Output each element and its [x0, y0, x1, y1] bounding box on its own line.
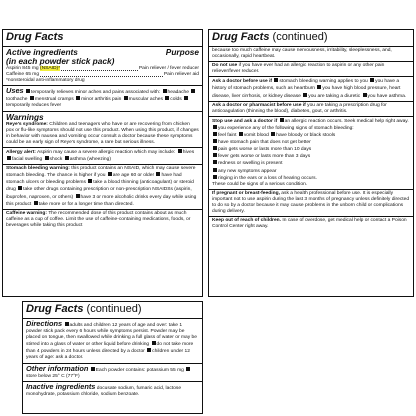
stop-use-label: Stop use and ask a doctor if — [212, 118, 278, 124]
bullet-square-icon — [156, 172, 160, 176]
other-information-section — [23, 364, 202, 382]
drug-facts-panel-1 — [2, 29, 203, 297]
caffeine-continued-section — [209, 47, 413, 62]
do-not-use-section — [209, 62, 413, 77]
ask-doctor-section — [209, 77, 413, 101]
bleeding-item: have had stomach ulcers or bleeding problems — [6, 173, 182, 186]
bullet-square-icon — [152, 341, 156, 345]
stop-sign-item: have bloody or black stools — [276, 133, 336, 139]
uses-item: muscular aches — [128, 97, 163, 103]
bullet-square-icon — [186, 367, 190, 371]
inactive-ingredients-heading: Inactive ingredients — [26, 381, 96, 391]
allergy-item: shock — [49, 157, 63, 163]
bullet-square-icon — [191, 89, 195, 93]
bleeding-label: Stomach bleeding warning: — [6, 166, 70, 172]
bullet-square-icon — [45, 156, 49, 160]
bullet-square-icon — [213, 146, 217, 150]
active-ingredients-section — [3, 47, 202, 86]
stop-use-item: redness or swelling is present — [218, 161, 283, 167]
bullet-square-icon — [108, 172, 112, 176]
bullet-square-icon — [65, 322, 69, 326]
ingredient-name-text: Caffeine 65 mg — [6, 72, 40, 78]
ask-doctor-item: you are taking a diuretic — [308, 93, 361, 99]
panel-1-title: Drug Facts — [3, 30, 202, 47]
bullet-square-icon — [370, 78, 374, 82]
bullet-square-icon — [76, 96, 80, 100]
pregnancy-section — [209, 190, 413, 217]
active-ingredients-subheading: (in each powder stick pack) — [6, 56, 115, 66]
warnings-heading: Warnings — [6, 111, 44, 122]
directions-item: children under 12 years of age: ask a doctor. — [26, 349, 190, 361]
uses-section — [3, 86, 202, 111]
pregnancy-label: If pregnant or breast-feeding, — [212, 190, 280, 196]
uses-item: headache — [167, 90, 190, 96]
purpose-heading: Purpose — [165, 47, 199, 57]
uses-item: toothache — [6, 97, 28, 103]
allergy-item: facial swelling — [12, 157, 43, 163]
warnings-reyes-section — [3, 112, 202, 148]
bullet-square-icon — [317, 85, 321, 89]
do-not-use-label: Do not use — [212, 63, 238, 69]
allergy-label: Allergy alert: — [6, 149, 36, 155]
directions-section — [23, 319, 202, 364]
bullet-square-icon — [213, 175, 217, 179]
stop-use-item: ringing in the ears or a loss of hearing occurs. — [218, 175, 317, 181]
bullet-square-icon — [18, 186, 22, 190]
bullet-square-icon — [184, 96, 188, 100]
allergy-text: Aspirin may cause a severe allergic reaction which may include: — [37, 149, 176, 155]
ingredient-purpose: Pain reliever / fever reducer — [138, 66, 199, 71]
bullet-square-icon — [274, 78, 278, 82]
uses-intro: temporarily relieves minor aches and pains associated with: — [31, 90, 161, 96]
keep-out-label: Keep out of reach of children. — [212, 218, 282, 224]
bullet-square-icon — [213, 132, 217, 136]
bleeding-item: take other drugs containing prescription or non-prescription NSAIDSs (aspirin, ibuprofen, naproxen, or others) — [6, 187, 192, 200]
pregnancy-text: ask a health professional before use. It is especially important not to use aspirin during the last 3 months of pregnancy unless definitely directed to do so by a doctor because it may cause problems in the unborn child or complications during delivery. — [212, 190, 410, 215]
stop-use-section — [209, 117, 413, 190]
bullet-square-icon — [213, 160, 217, 164]
stomach-bleeding-section — [3, 165, 202, 210]
ask-doctor-item: you have asthma. — [367, 93, 407, 99]
other-information-heading: Other information — [26, 363, 89, 373]
drug-facts-panel-2 — [208, 29, 414, 297]
other-info-item: Each powder contains: potassium 55 mg — [95, 367, 184, 373]
inactive-ingredients-text: docusate sodium, fumaric acid, lactose monohydrate, potassium chloride, sodium benzoate. — [26, 385, 182, 397]
leader-dots — [40, 72, 163, 77]
bullet-square-icon — [303, 93, 307, 97]
do-not-use-text: if you have ever had an allergic reaction to aspirin or any other pain reliever/fever reducer. — [212, 63, 385, 75]
allergy-alert-section — [3, 148, 202, 165]
panel-2-title-text: Drug Facts — [212, 31, 270, 43]
panel-2-title-continued: (continued) — [272, 31, 328, 43]
bleeding-text: this product contains an NSAID, which may cause severe stomach bleeding. The chance is higher if you — [6, 166, 196, 179]
ask-doctor-item: you have high blood pressure, heart disease, liver cirrhosis, or kidney disease — [212, 86, 401, 99]
uses-item: menstrual cramps — [34, 97, 74, 103]
bullet-square-icon — [239, 132, 243, 136]
bullet-square-icon — [213, 153, 217, 157]
ask-pharmacist-label: Ask a doctor or pharmacist before use if — [212, 102, 306, 108]
bullet-square-icon — [76, 194, 80, 198]
bleeding-item: have 3 or more alcoholic drinks every day while using this product — [6, 194, 197, 207]
bullet-square-icon — [30, 96, 34, 100]
bleeding-item: are age 60 or older — [112, 173, 155, 179]
panel-3-title-continued: (continued) — [86, 303, 142, 315]
nsaid-footnote: *nonsteroidal anti-inflammatory drug — [6, 78, 85, 84]
reyes-text: Children and teenagers who have or are recovering from chicken pox or flu-like symptoms should not use this product. When using this product, if changes in behavior with nausea and vomiting occur consult a doctor because these symptoms could be an early sign of Reye's syndrome, a rare but serious illness. — [6, 121, 199, 145]
ask-doctor-item: you have a history of stomach problems, such as heartburn — [212, 79, 400, 92]
uses-heading: Uses — [6, 86, 24, 96]
stop-sign-item: feel faint — [218, 133, 237, 139]
bullet-square-icon — [280, 118, 284, 122]
panel-3-title-text: Drug Facts — [26, 303, 84, 315]
allergy-item: hives — [182, 149, 195, 155]
bullet-square-icon — [271, 132, 275, 136]
inactive-ingredients-section — [23, 382, 202, 399]
leader-dots — [61, 66, 138, 71]
stop-use-intro: an allergic reaction occurs. Seek medical help right away. — [284, 118, 409, 124]
drug-facts-panel-3 — [22, 301, 203, 414]
bullet-square-icon — [147, 348, 151, 352]
other-info-item: store below 25° C (77°F) — [26, 373, 80, 379]
bleeding-item: take a blood thinning (anticoagulant) or steroid drug — [6, 180, 194, 193]
ask-doctor-intro: stomach bleeding warning applies to you — [279, 79, 368, 85]
uses-item: colds — [170, 97, 182, 103]
bullet-square-icon — [7, 156, 11, 160]
bullet-square-icon — [124, 96, 128, 100]
active-ingredients-heading: Active ingredients — [6, 47, 78, 57]
stop-use-ending: These could be signs of a serious condition. — [212, 181, 308, 187]
bullet-square-icon — [363, 93, 367, 97]
panel-2-title — [209, 30, 413, 47]
directions-item: adults and children 12 years of age and over: take 1 powder stick pack every 6 hours while symptoms persist. Powder may be placed on tongue, then swallowed while drinking a full glass of water or may be stirred into a glass of water or other liquid before drinking — [26, 323, 197, 348]
bullet-square-icon — [213, 139, 217, 143]
bullet-square-icon — [65, 156, 69, 160]
stop-use-subheading: you experience any of the following signs of stomach bleeding: — [218, 125, 354, 131]
ingredient-purpose: Pain reliever aid — [163, 72, 199, 78]
caffeine-label: Caffeine warning: — [6, 210, 48, 216]
stop-use-item: any new symptoms appear — [218, 168, 277, 174]
keep-out-text: In case of overdose, get medical help or contact a Poison Control Center right away. — [212, 218, 407, 230]
bullet-square-icon — [91, 367, 95, 371]
bullet-square-icon — [34, 201, 38, 205]
bullet-square-icon — [165, 96, 169, 100]
bullet-square-icon — [26, 89, 30, 93]
bleeding-item: take more or for a longer time than directed. — [38, 201, 134, 207]
allergy-item: asthma (wheezing) — [69, 157, 112, 163]
directions-heading: Directions — [26, 319, 63, 328]
stop-sign-item: vomit blood — [243, 133, 269, 139]
ask-pharmacist-text: you are taking a prescription drug for anticoagulation (thinning the blood), diabetes, gout, or arthritis. — [212, 102, 387, 114]
ingredient-highlight: (NSAID)* — [39, 66, 61, 71]
uses-item: temporarily reduces fever — [6, 103, 62, 109]
uses-item: minor arthritis pain — [81, 97, 122, 103]
panel-3-title — [23, 302, 202, 319]
caffeine-continued-text: because too much caffeine may cause nervousness, irritability, sleeplessness, and, occasionally, rapid heartbeat. — [212, 48, 392, 60]
ingredient-name-text: Aspirin 845 mg — [6, 66, 40, 71]
reyes-label: Reye's syndrome: — [6, 121, 48, 127]
bullet-square-icon — [88, 179, 92, 183]
bullet-square-icon — [213, 125, 217, 129]
bullet-square-icon — [178, 149, 182, 153]
stop-use-item: fever gets worse or lasts more than 3 days — [218, 154, 311, 160]
bullet-square-icon — [163, 89, 167, 93]
caffeine-text: The recommended dose of this product contains about as much caffeine as a cup of coffee. Limit the use of caffeine-containing medications, foods, or beverages while taking this product — [6, 210, 191, 228]
bullet-square-icon — [213, 168, 217, 172]
stop-sign-item: have stomach pain that does not get better — [218, 140, 311, 146]
ask-pharmacist-section — [209, 102, 413, 117]
directions-item: do not take more than 4 powders in 24 hours unless directed by a doctor — [26, 342, 194, 355]
caffeine-warning-section — [3, 210, 202, 230]
stop-use-item: pain gets worse or lasts more than 10 days — [218, 147, 312, 153]
keep-out-of-reach-section — [209, 217, 413, 231]
ask-doctor-label: Ask a doctor before use if — [212, 79, 273, 85]
reyes-paragraph — [6, 122, 199, 146]
